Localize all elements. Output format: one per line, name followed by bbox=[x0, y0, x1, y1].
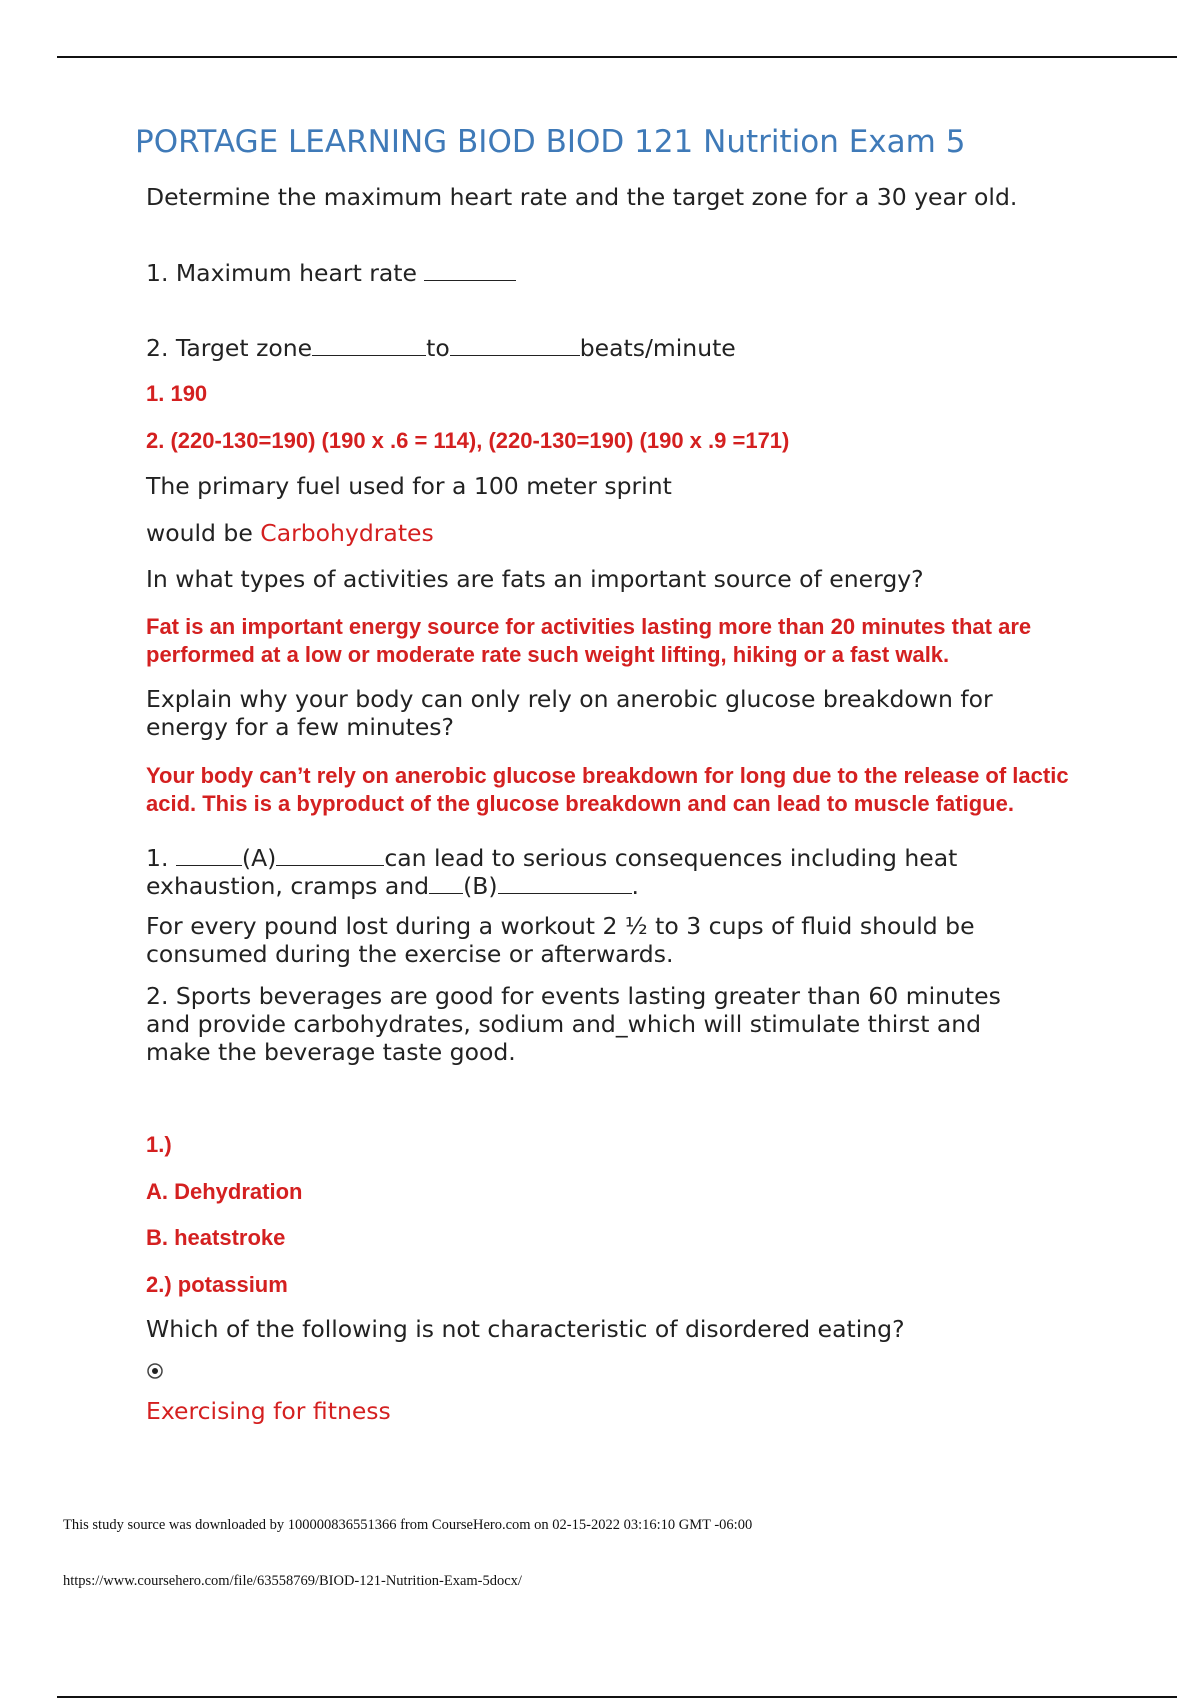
target-zone-blank-low bbox=[312, 333, 426, 356]
top-rule bbox=[57, 56, 1177, 58]
bottom-rule bbox=[57, 1696, 1177, 1698]
question-fat-energy: In what types of activities are fats an important source of energy? bbox=[146, 565, 924, 593]
max-heart-rate-label: 1. Maximum heart rate bbox=[146, 259, 417, 287]
answer-b-heatstroke: B. heatstroke bbox=[146, 1225, 286, 1250]
question-fill-blank-line2 bbox=[146, 871, 639, 900]
sprint-fuel-prefix: would be bbox=[146, 519, 253, 547]
target-zone-blank-high bbox=[450, 333, 580, 356]
question-sprint-fuel: The primary fuel used for a 100 meter sprint bbox=[146, 472, 672, 500]
question-fill-blank-line1 bbox=[146, 843, 957, 872]
target-zone-label: 2. Target zone bbox=[146, 334, 313, 362]
fill-blank-b-post bbox=[498, 871, 632, 894]
fill-blank-line2-text: exhaustion, cramps and bbox=[146, 872, 430, 900]
answer-target-zone: 2. (220-130=190) (190 x .6 = 114), (220-130=190) (190 x .9 =171) bbox=[146, 428, 790, 453]
fill-blank-line1-text: can lead to serious consequences including heat bbox=[384, 844, 958, 872]
fill-blank-a-label: (A) bbox=[241, 844, 277, 872]
question-anerobic: Explain why your body can only rely on anerobic glucose breakdown for energy for a few minutes? bbox=[146, 685, 993, 741]
fill-blank-a-pre bbox=[176, 843, 242, 866]
page-title: PORTAGE LEARNING BIOD BIOD 121 Nutrition Exam 5 bbox=[135, 124, 966, 160]
sports-beverage-text: 2. Sports beverages are good for events lasting greater than 60 minutes and provide carbohydrates, sodium and_which will stimulate thirst and make the beverage taste good. bbox=[146, 982, 1001, 1066]
fill-blank-line2-end: . bbox=[631, 872, 640, 900]
target-zone-unit: beats/minute bbox=[579, 334, 736, 362]
answer-a-dehydration: A. Dehydration bbox=[146, 1179, 303, 1204]
max-heart-rate-blank bbox=[424, 258, 516, 281]
radio-selected-icon[interactable] bbox=[146, 1362, 164, 1380]
answer-heading: 1.) bbox=[146, 1132, 172, 1157]
answer-anerobic: Your body can’t rely on anerobic glucose breakdown for long due to the release of lactic acid. This is a byproduct of the glucose breakdown and can lead to muscle fatigue. bbox=[146, 763, 1069, 816]
fill-blank-b-label: (B) bbox=[463, 872, 498, 900]
question-heart-rate: Determine the maximum heart rate and the target zone for a 30 year old. bbox=[146, 183, 1018, 211]
sprint-fuel-answer: Carbohydrates bbox=[260, 519, 434, 547]
download-source-line: This study source was downloaded by 100000836551366 from CourseHero.com on 02-15-2022 03:16:10 GMT -06:00 bbox=[63, 1517, 753, 1533]
fluid-replacement-text: For every pound lost during a workout 2 ½ to 3 cups of fluid should be consumed during the exercise or afterwards. bbox=[146, 912, 975, 968]
disordered-eating-answer: Exercising for fitness bbox=[146, 1397, 391, 1425]
source-url-line[interactable]: https://www.coursehero.com/file/63558769/BIOD-121-Nutrition-Exam-5docx/ bbox=[63, 1573, 522, 1589]
question-disordered-eating: Which of the following is not characteristic of disordered eating? bbox=[146, 1315, 905, 1343]
target-zone-to: to bbox=[426, 334, 450, 362]
question-item-target-zone bbox=[146, 333, 736, 362]
question-item-max-heart-rate bbox=[146, 258, 516, 287]
answer-fat-energy: Fat is an important energy source for activities lasting more than 20 minutes that are performed at a low or moderate rate such weight lifting, hiking or a fast walk. bbox=[146, 614, 1032, 667]
answer-potassium: 2.) potassium bbox=[146, 1272, 288, 1297]
fill-blank-a-post bbox=[276, 843, 384, 866]
fill-blank-number: 1. bbox=[146, 844, 169, 872]
answer-max-heart-rate: 1. 190 bbox=[146, 381, 208, 406]
question-sprint-fuel-answer-line bbox=[146, 519, 434, 547]
fill-blank-b-pre bbox=[429, 871, 463, 894]
